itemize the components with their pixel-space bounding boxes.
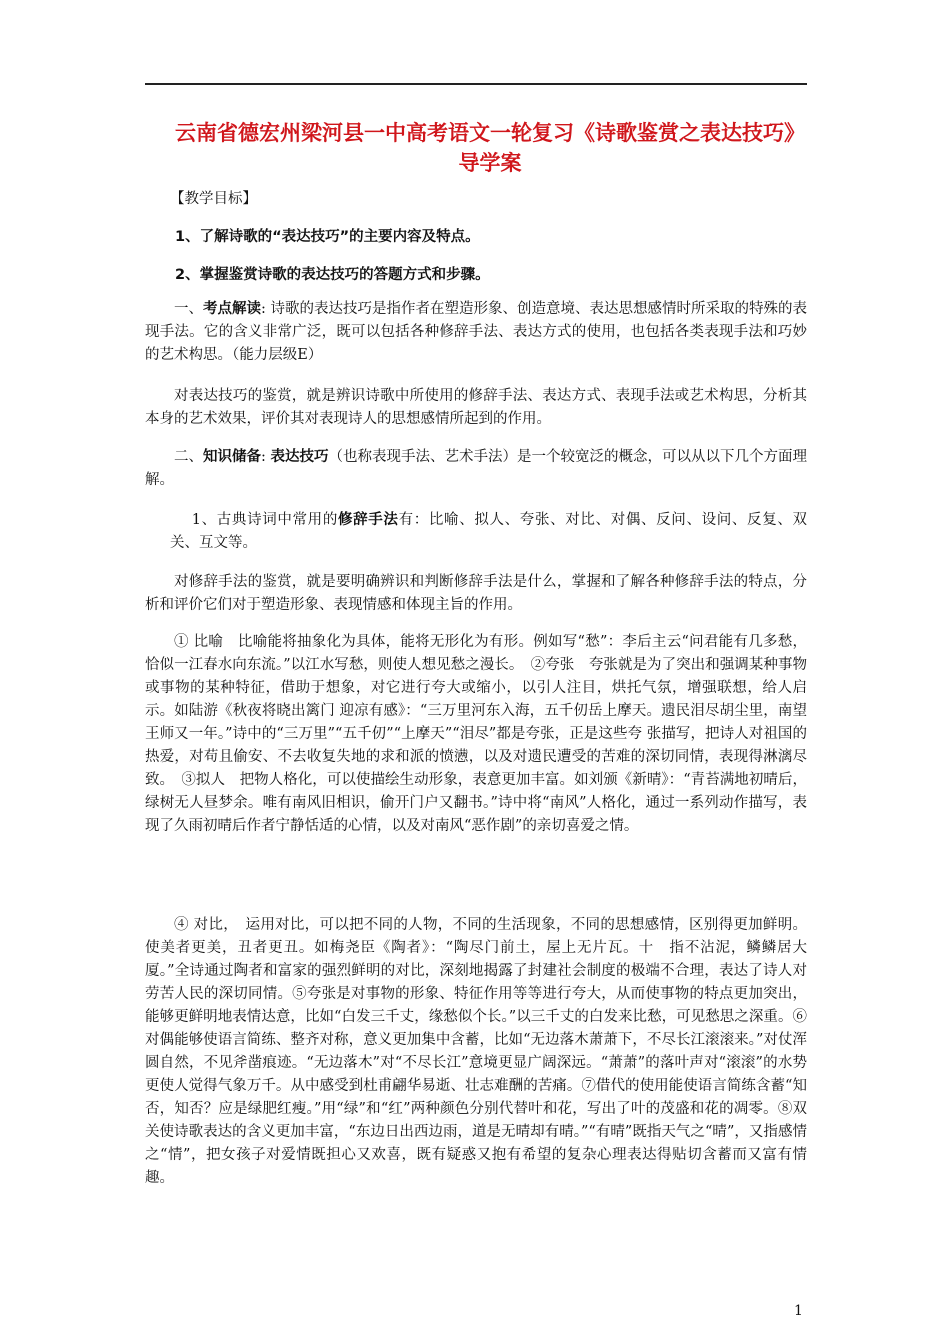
objective-1: 1、了解诗歌的“表达技巧”的主要内容及特点。	[175, 229, 480, 245]
section-2-term: 表达技巧	[270, 449, 329, 465]
section-2-colon: :	[261, 449, 271, 465]
item-1-paragraph	[170, 509, 807, 555]
document-title: 云南省德宏州梁河县一中高考语文一轮复习《诗歌鉴赏之表达技巧》导学案	[175, 121, 805, 175]
rhetoric-paragraph: 对修辞手法的鉴赏，就是要明确辨识和判断修辞手法是什么，掌握和了解各种修辞手法的特点，分析和评价它们对于塑造形象、表现情感和体现主旨的作用。	[145, 574, 807, 613]
examples-paragraph-2: ④ 对比， 运用对比，可以把不同的人物，不同的生活现象，不同的思想感情，区别得更加鲜明。使美者更美，丑者更丑。如梅尧臣《陶者》：“陶尽门前土，屋上无片瓦。十 指不沾泥，鳞鳞居大厦。”全诗通过陶者和富家的强烈鲜明的对比，深刻地揭露了封建社会制度的极端不合理，表达了诗人对劳苦人民的深切同情。⑤夸张是对事物的形象、特征作用等等进行夸大，从而使事物的特点更加突出，能够更鲜明地表情达意，比如“白发三千丈，缘愁似个长。”以三千丈的白发来比愁，可见愁思之深重。⑥对偶能够使语言简练、整齐对称，意义更加集中含蓄，比如“无边落木萧萧下，不尽长江滚滚来。”对仗浑圆自然，不见斧凿痕迹。“无边落木”对“不尽长江”意境更显广阔深远。“萧萧”的落叶声对“滚滚”的水势更使人觉得气象万千。从中感受到杜甫翩华易逝、壮志难酬的苦痛。⑦借代的使用能使语言简练含蓄“知否，知否？应是绿肥红瘦。”用“绿”和“红”两种颜色分别代替叶和花，写出了叶的茂盛和花的凋零。⑧双关使诗歌表达的含义更加丰富，“东边日出西边雨，道是无晴却有晴。”“有晴”既指天气之“晴”，又指感情之“情”，把女孩子对爱情既担心又欢喜，既有疑惑又抱有希望的复杂心理表达得贴切含蓄而又富有情趣。	[145, 917, 807, 1186]
section-1-paragraph	[145, 298, 807, 367]
header-rule	[145, 83, 807, 85]
item-1-term: 修辞手法	[337, 512, 399, 528]
examples-paragraph-1: ① 比喻 比喻能将抽象化为具体，能将无形化为有形。例如写“愁”：李后主云“问君能有几多愁，恰似一江春水向东流。”以江水写愁，则使人想见愁之漫长。 ②夸张 夸张就是为了突出和强调某种事物或事物的某种特征，借助于想象，对它进行夸大或缩小，以引人注目，烘托气氛，增强联想，给人启示。如陆游《秋夜将晓出篱门 迎凉有感》：“三万里河东入海，五千仞岳上摩天。遗民泪尽胡尘里，南望王师又一年。”诗中的“三万里”“五千仞”“上摩天”“泪尽”都是夸张，正是这些夸 张描写，把诗人对祖国的热爱，对苟且偷安、不去收复失地的求和派的愤懑，以及对遗民遭受的苦难的深切同情，表现得淋漓尽致。 ③拟人 把物人格化，可以使描绘生动形象，表意更加丰富。如刘颁《新晴》：“青苔满地初晴后，绿树无人昼梦余。唯有南风旧相识，偷开门户又翻书。”诗中将“南风”人格化，通过一系列动作描写，表现了久雨初晴后作者宁静恬适的心情，以及对南风“恶作剧”的亲切喜爱之情。	[145, 634, 807, 834]
section-1-text: : 诗歌的表达技巧是指作者在塑造形象、创造意境、表达思想感情时所采取的特殊的表现手法。它的含义非常广泛，既可以包括各种修辞手法、表达方式的使用，也包括各类表现手法和巧妙的艺术构思。（能力层级E）	[145, 301, 807, 363]
section-1-label: 考点解读	[203, 301, 261, 317]
section-2-text: （也称表现手法、艺术手法）是一个较宽泛的概念，可以从以下几个方面理解。	[145, 449, 807, 488]
item-1-prefix: 1、古典诗词中常用的	[191, 512, 338, 528]
section-2-paragraph	[145, 446, 807, 492]
objectives-heading: 【教学目标】	[170, 191, 257, 207]
appreciation-paragraph: 对表达技巧的鉴赏，就是辨识诗歌中所使用的修辞手法、表达方式、表现手法或艺术构思，分析其本身的艺术效果，评价其对表现诗人的思想感情所起到的作用。	[145, 388, 807, 427]
section-2-label: 知识储备	[203, 449, 261, 465]
page-number: 1	[794, 1303, 803, 1319]
section-2-prefix: 二、	[174, 449, 203, 465]
section-1-prefix: 一、	[174, 301, 203, 317]
item-1-text: 有：比喻、拟人、夸张、对比、对偶、反问、设问、反复、双关、互文等。	[170, 512, 808, 551]
objective-2: 2、掌握鉴赏诗歌的表达技巧的答题方式和步骤。	[175, 267, 490, 283]
